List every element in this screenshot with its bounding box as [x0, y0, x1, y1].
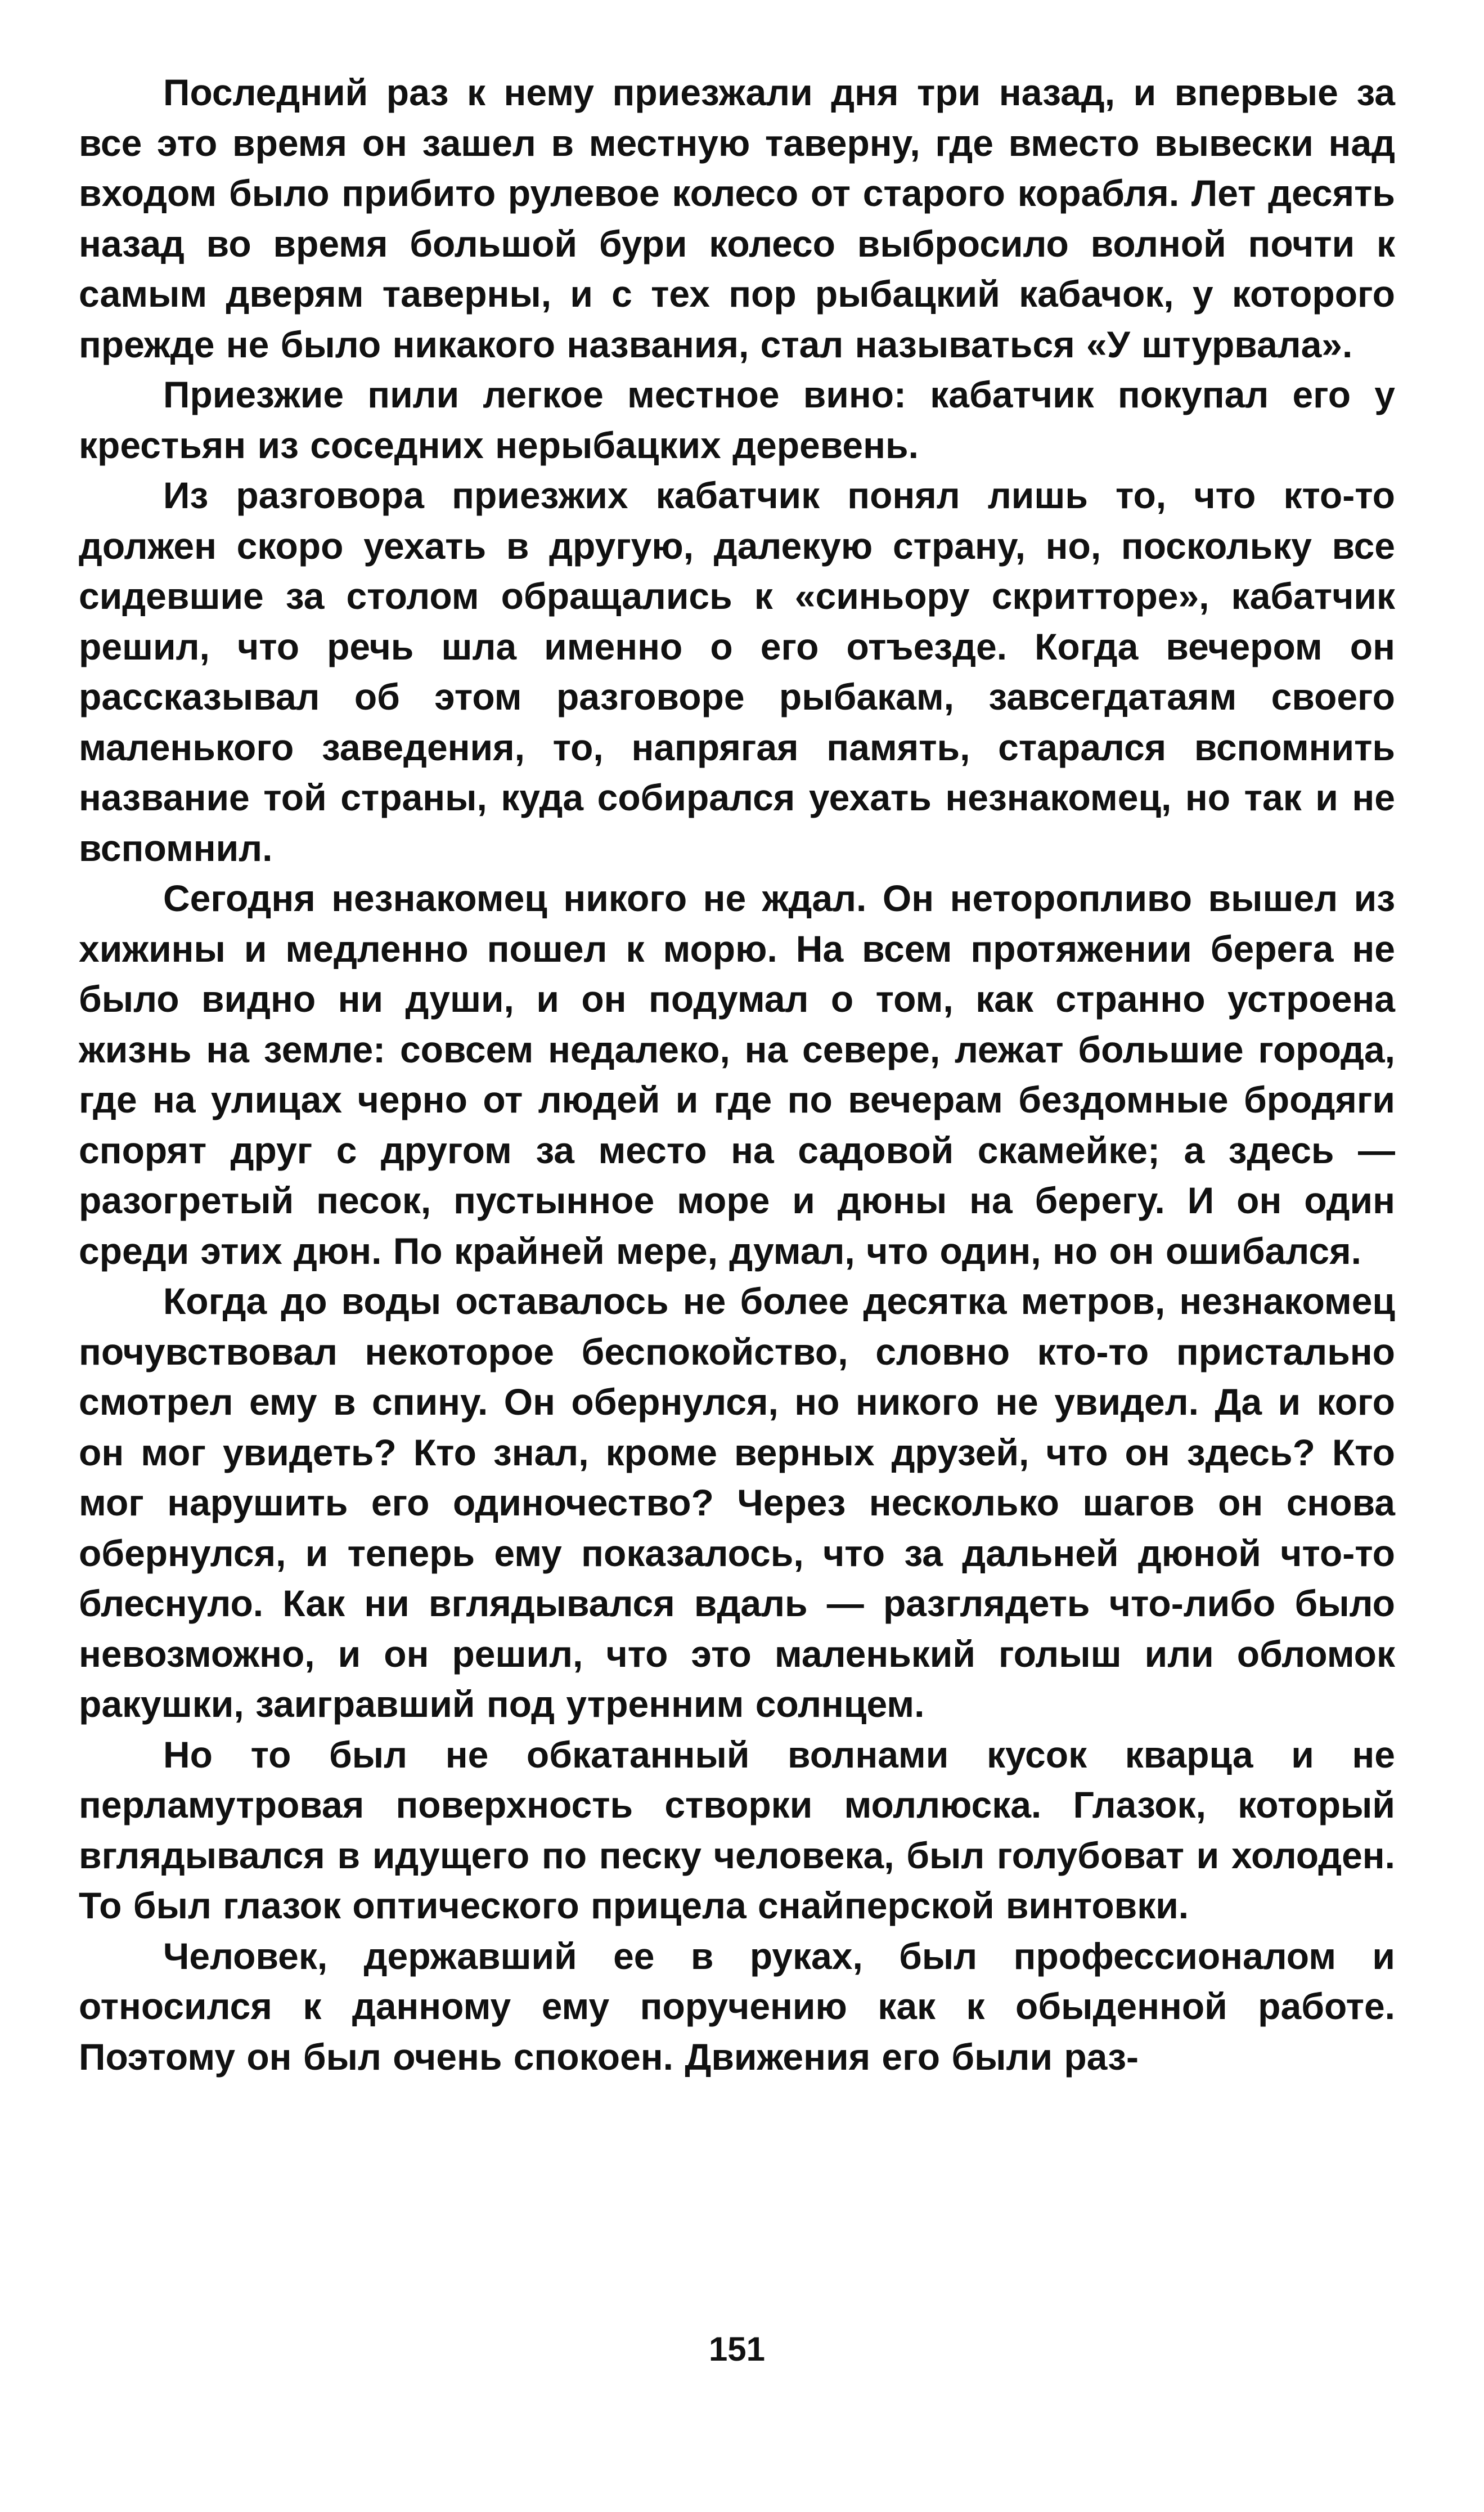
paragraph-5: Когда до воды оставалось не более десятка метров, незнакомец почувствовал некоторое беспокойство, словно кто-то пристально смотрел ему в спину. Он обернулся, но никого не увидел. Да и кого он мог увидеть? Кто знал, кроме верных друзей, что он здесь? Кто мог нарушить его одиночество? Через несколько шагов он снова обернулся, и теперь ему показалось, что за дальней дюной что-то блеснуло. Как ни вглядывался вдаль — разглядеть что-либо было невозможно, и он решил, что это маленький голыш или обломок ракушки, заигравший под утренним солнцем. [79, 1280, 1395, 1725]
paragraph-7: Человек, державший ее в руках, был профессионалом и относился к данному ему поручению как к обыденной работе. Поэтому он был очень спокоен. Движения его были раз- [79, 1935, 1395, 2078]
paragraph-1: Последний раз к нему приезжали дня три назад, и впервые за все это время он зашел в местную таверну, где вместо вывески над входом было прибито рулевое колесо от старого корабля. Лет десять назад во время большой бури колесо выбросило волной почти к самым дверям таверны, и с тех пор рыбацкий кабачок, у которого прежде не было никакого названия, стал называться «У штурвала». [79, 71, 1395, 365]
paragraph-3: Из разговора приезжих кабатчик понял лишь то, что кто-то должен скоро уехать в другую, далекую страну, но, поскольку все сидевшие за столом обращались к «синьору скритторе», кабатчик решил, что речь шла именно о его отъезде. Когда вечером он рассказывал об этом разговоре рыбакам, завсегдатаям своего маленького заведения, то, напрягая память, старался вспомнить название той страны, куда собирался уехать незнакомец, но так и не вспомнил. [79, 474, 1395, 869]
page-number: 151 [708, 2330, 766, 2368]
text-column [79, 68, 1395, 2082]
book-page [79, 68, 1395, 2465]
paragraph-2: Приезжие пили легкое местное вино: кабатчик покупал его у крестьян из соседних нерыбацких деревень. [79, 374, 1395, 466]
paragraph-6: Но то был не обкатанный волнами кусок кварца и не перламутровая поверхность створки моллюска. Глазок, который вглядывался в идущего по песку человека, был голубоват и холоден. То был глазок оптического прицела снайперской винтовки. [79, 1733, 1395, 1926]
paragraph-4: Сегодня незнакомец никого не ждал. Он неторопливо вышел из хижины и медленно пошел к морю. На всем протяжении берега не было видно ни души, и он подумал о том, как странно устроена жизнь на земле: совсем недалеко, на севере, лежат большие города, где на улицах черно от людей и где по вечерам бездомные бродяги спорят друг с другом за место на садовой скамейке; а здесь — разогретый песок, пустынное море и дюны на берегу. И он один среди этих дюн. По крайней мере, думал, что один, но он ошибался. [79, 877, 1395, 1272]
